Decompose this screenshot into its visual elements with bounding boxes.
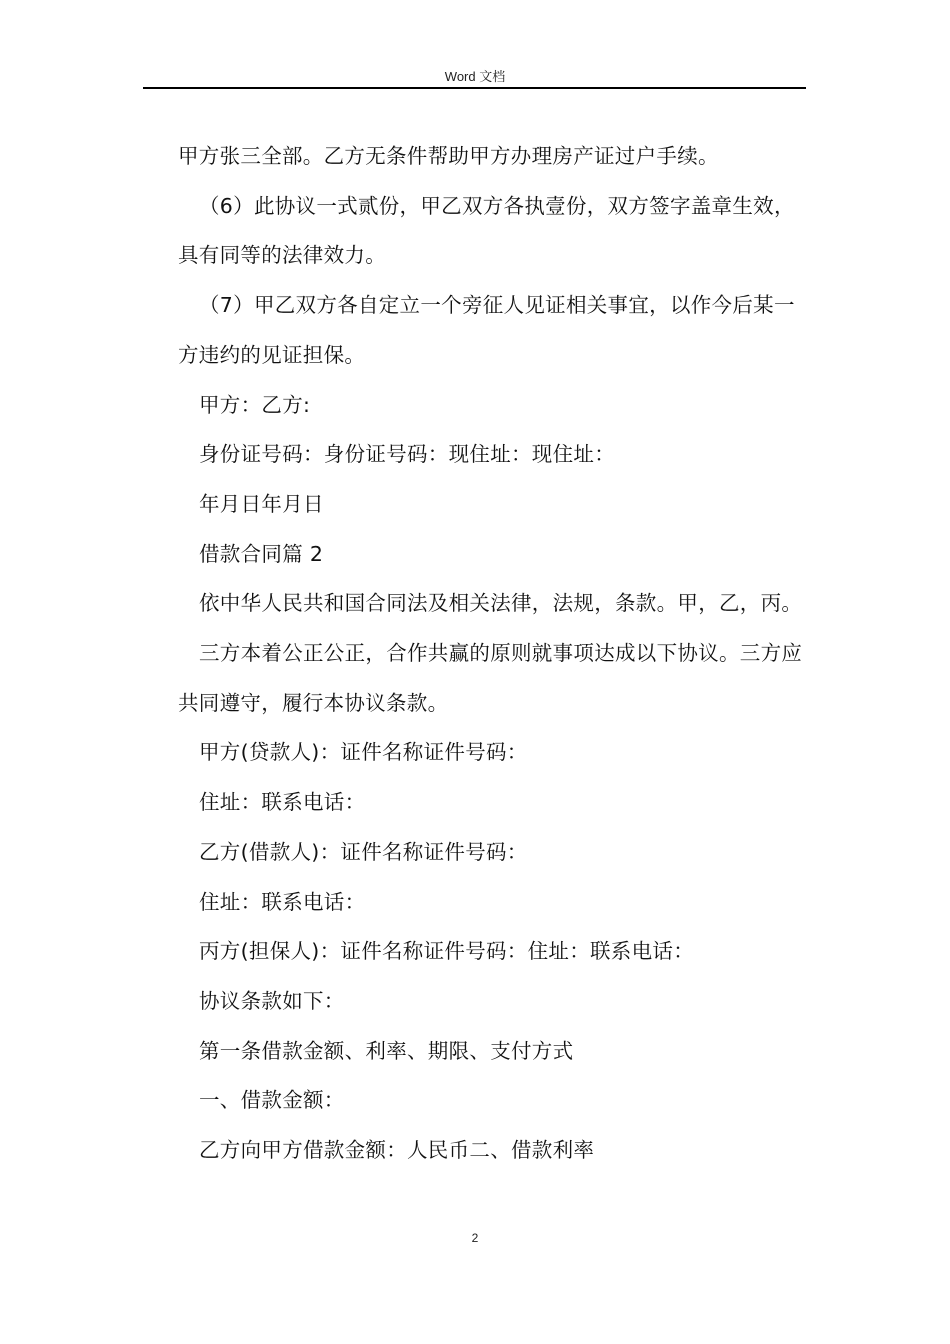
paragraph: 甲方(贷款人)：证件名称证件号码：: [199, 740, 528, 765]
paragraph: 年月日年月日: [199, 491, 324, 516]
paragraph: 协议条款如下：: [199, 988, 345, 1013]
header-divider: [143, 87, 806, 89]
page-number: 2: [471, 1231, 479, 1245]
paragraph: 住址：联系电话：: [199, 889, 366, 914]
document-body: [178, 132, 806, 1176]
paragraph: 甲方：乙方:: [199, 392, 311, 417]
paragraph: 住址：联系电话：: [199, 790, 366, 815]
paragraph: （6）此协议一式贰份，甲乙双方各执壹份，双方签字盖章生效，具有同等的法律效力。: [178, 193, 795, 268]
paragraph: 丙方(担保人)：证件名称证件号码：住址：联系电话：: [199, 939, 694, 964]
paragraph: 身份证号码：身份证号码：现住址：现住址：: [199, 442, 615, 467]
paragraph: 甲方张三全部。乙方无条件帮助甲方办理房产证过户手续。: [178, 144, 719, 168]
paragraph: 乙方向甲方借款金额：人民币二、借款利率: [199, 1138, 595, 1163]
page-header-title: Word 文档: [444, 69, 506, 84]
paragraph: （7）甲乙双方各自定立一个旁征人见证相关事宜，以作今后某一方违约的见证担保。: [178, 293, 795, 367]
paragraph: 依中华人民共和国合同法及相关法律，法规，条款。甲，乙，丙。: [199, 591, 803, 616]
paragraph: 乙方(借款人)：证件名称证件号码：: [199, 839, 528, 864]
paragraph: 第一条借款金额、利率、期限、支付方式: [199, 1038, 574, 1063]
paragraph: 三方本着公正公正，合作共赢的原则就事项达成以下协议。三方应共同遵守，履行本协议条款。: [178, 641, 803, 715]
paragraph: 一、借款金额：: [199, 1088, 345, 1113]
section-heading: 借款合同篇 2: [199, 541, 324, 566]
